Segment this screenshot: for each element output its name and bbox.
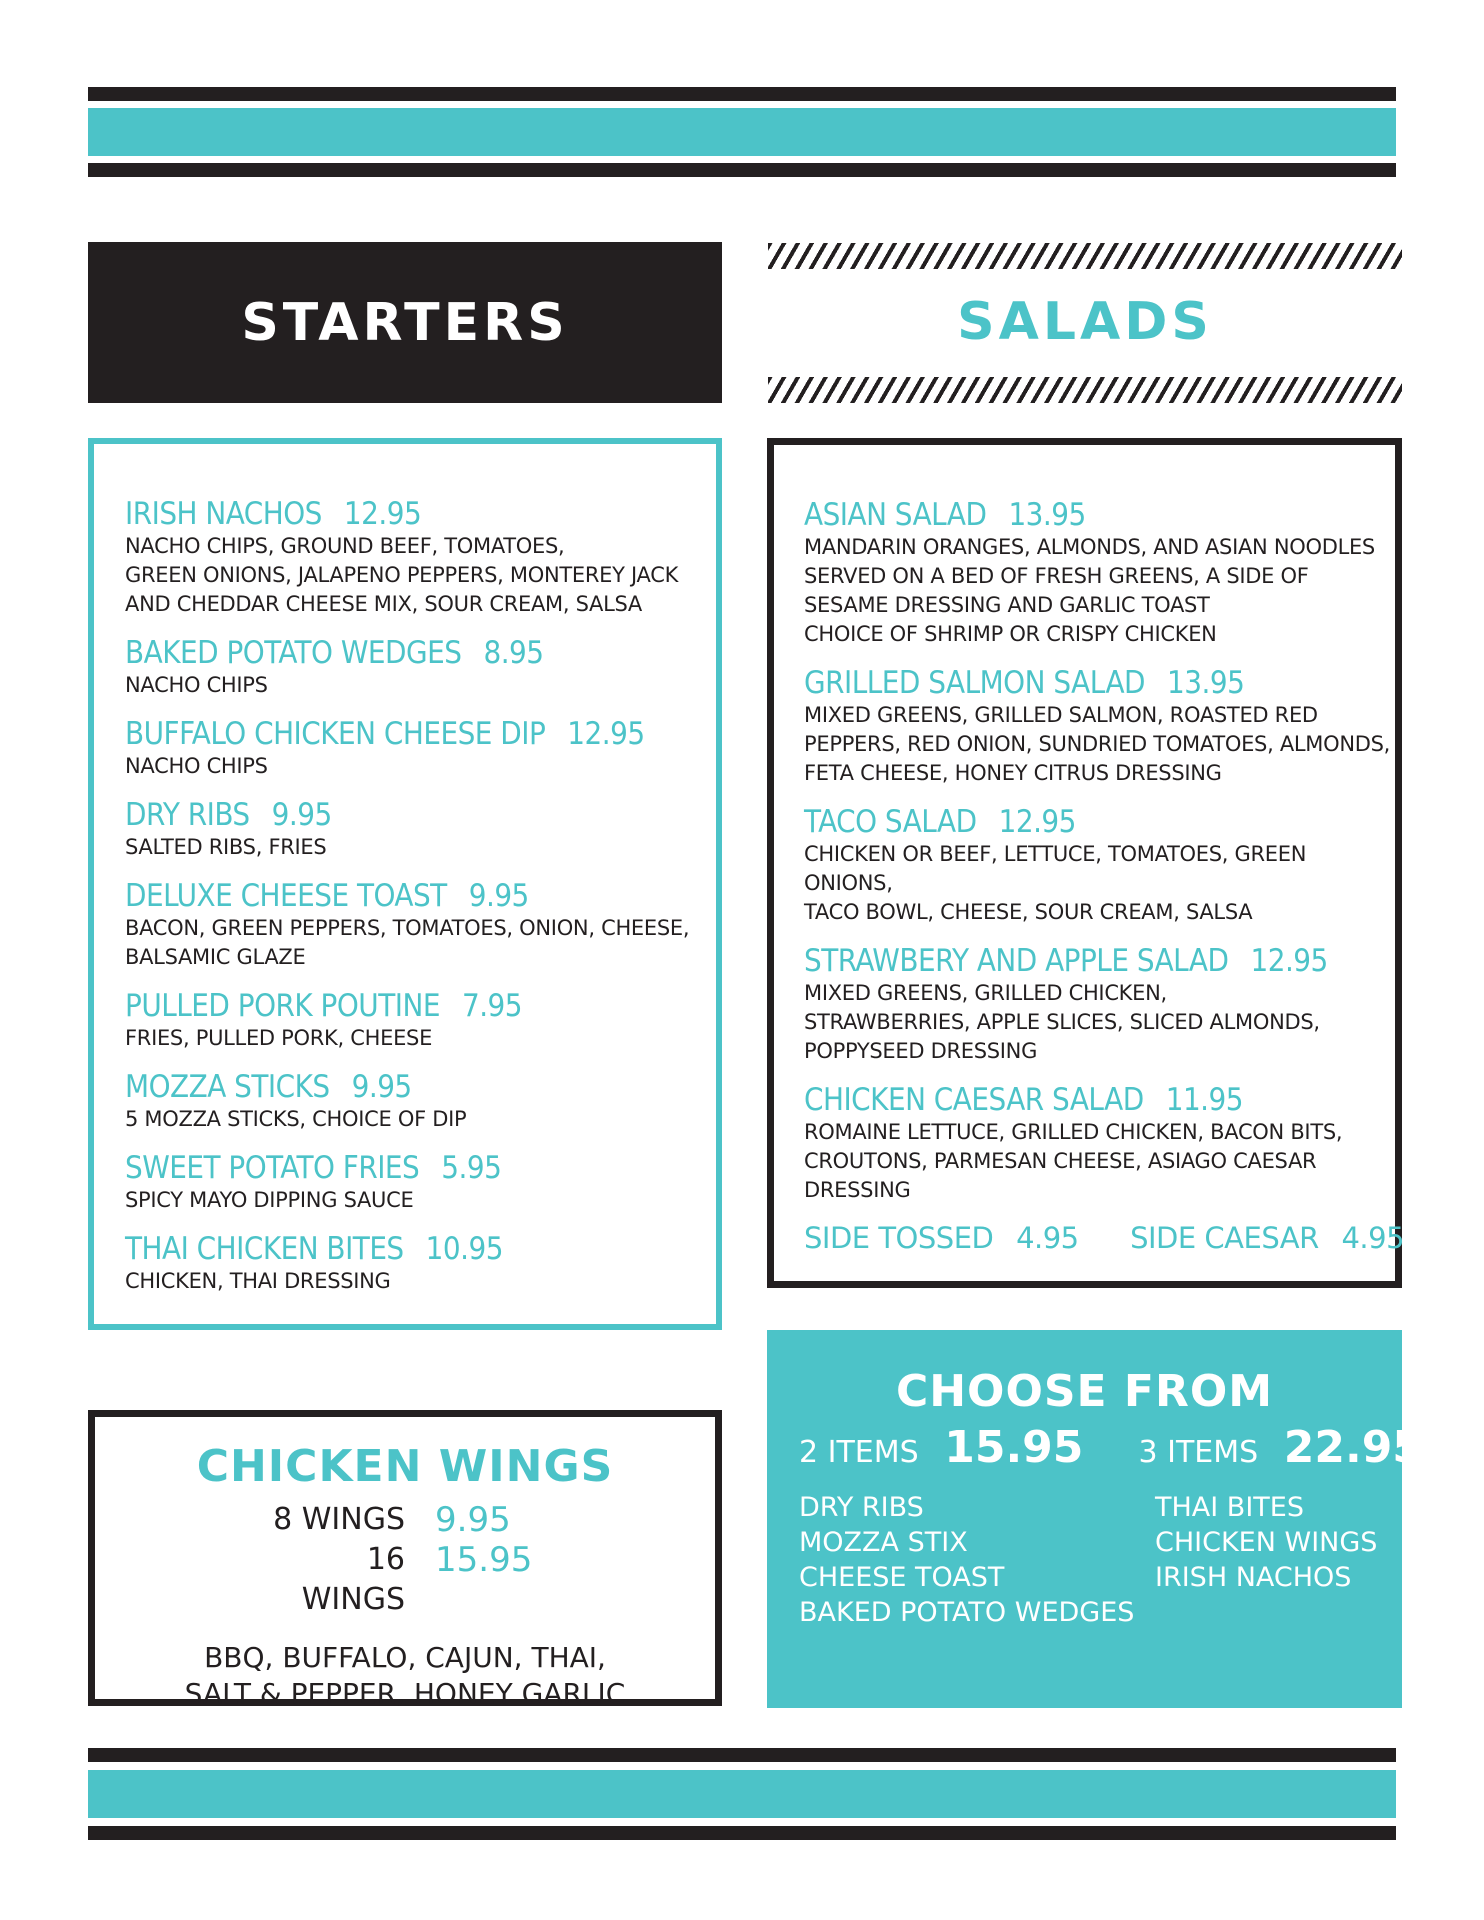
combo-three-label: 3 ITEMS: [1138, 1435, 1259, 1470]
menu-item: [125, 1150, 716, 1215]
menu-item-price: 12.95: [343, 496, 422, 532]
menu-item-price: 7.95: [461, 988, 523, 1024]
menu-item: [804, 665, 1395, 788]
menu-item: [125, 878, 716, 972]
menu-item-description: BACON, GREEN PEPPERS, TOMATOES, ONION, CHEESE, BALSAMIC GLAZE: [125, 916, 690, 969]
combo-item: BAKED POTATO WEDGES: [799, 1597, 1135, 1628]
menu-item: [125, 496, 716, 619]
menu-item-name: BAKED POTATO WEDGES: [125, 635, 462, 671]
menu-item-name: ASIAN SALAD: [804, 497, 987, 533]
combo-item: CHICKEN WINGS: [1155, 1527, 1378, 1558]
wing-option-label: 16 WINGS: [301, 1542, 405, 1617]
menu-item-name: DRY RIBS: [125, 797, 250, 833]
menu-item-name: GRILLED SALMON SALAD: [804, 665, 1145, 701]
salads-hatch-bottom: [768, 377, 1402, 403]
wing-flavors-line-1: BBQ, BUFFALO, CAJUN, THAI,: [204, 1641, 606, 1674]
combo-item: MOZZA STIX: [799, 1527, 968, 1558]
side-caesar-label: SIDE CAESAR: [1130, 1221, 1319, 1255]
menu-item-name: TACO SALAD: [804, 804, 977, 840]
starters-box: [88, 438, 722, 1330]
menu-item-heading: [125, 1231, 716, 1267]
menu-item-heading: [125, 797, 716, 833]
menu-item-heading: [125, 878, 716, 914]
menu-item: [125, 988, 716, 1053]
menu-item-description: FRIES, PULLED PORK, CHEESE: [125, 1026, 433, 1050]
menu-item-heading: [804, 497, 1395, 533]
menu-item-description: SPICY MAYO DIPPING SAUCE: [125, 1188, 414, 1212]
combo-two-price: 15.95: [944, 1422, 1084, 1473]
salads-box: [767, 438, 1405, 1288]
menu-item-description: NACHO CHIPS, GROUND BEEF, TOMATOES, GREEN ONIONS, JALAPENO PEPPERS, MONTEREY JACK AND CHEDDAR CHEESE MIX, SOUR CREAM, SALSA: [125, 534, 679, 616]
menu-item-description: 5 MOZZA STICKS, CHOICE OF DIP: [125, 1107, 467, 1131]
menu-item-name: BUFFALO CHICKEN CHEESE DIP: [125, 716, 546, 752]
side-tossed-price: 4.95: [1016, 1221, 1079, 1255]
wing-flavors-line-2: SALT & PEPPER, HONEY GARLIC: [184, 1677, 626, 1710]
menu-item-price: 13.95: [1167, 665, 1245, 701]
combo-item: CHEESE TOAST: [799, 1562, 1005, 1593]
wing-option-price: 9.95: [435, 1500, 511, 1540]
menu-item-description: NACHO CHIPS: [125, 673, 268, 697]
sides-row: [804, 1221, 1405, 1255]
menu-item-name: IRISH NACHOS: [125, 496, 322, 532]
menu-item: [804, 943, 1395, 1066]
side-caesar-price: 4.95: [1341, 1221, 1405, 1255]
menu-item-price: 8.95: [483, 635, 544, 671]
wing-option-8: [95, 1500, 715, 1540]
menu-item-heading: [125, 716, 716, 752]
menu-item: [125, 1069, 716, 1134]
salads-list: [804, 497, 1395, 1205]
starters-list: [125, 496, 716, 1296]
menu-item-price: 12.95: [998, 804, 1076, 840]
top-dark-bar-2: [88, 163, 1396, 177]
combo-item: IRISH NACHOS: [1155, 1562, 1352, 1593]
bottom-teal-bar: [88, 1770, 1396, 1818]
bottom-dark-bar-2: [88, 1826, 1396, 1840]
menu-item-heading: [125, 1069, 716, 1105]
combo-title: CHOOSE FROM: [895, 1366, 1274, 1417]
side-tossed-label: SIDE TOSSED: [804, 1221, 994, 1255]
menu-item-description: MIXED GREENS, GRILLED SALMON, ROASTED RED PEPPERS, RED ONION, SUNDRIED TOMATOES, ALMONDS, FETA CHEESE, HONEY CITRUS DRESSING: [804, 703, 1391, 785]
combo-box: [767, 1330, 1423, 1708]
menu-item-price: 5.95: [441, 1150, 502, 1186]
salads-header: SALADS: [957, 292, 1213, 352]
menu-item-price: 9.95: [271, 797, 332, 833]
menu-item-heading: [125, 988, 716, 1024]
menu-item-heading: [804, 665, 1395, 701]
menu-item-price: 13.95: [1008, 497, 1086, 533]
menu-item-name: CHICKEN CAESAR SALAD: [804, 1082, 1144, 1118]
menu-item: [125, 797, 716, 862]
menu-item-description: MIXED GREENS, GRILLED CHICKEN, STRAWBERRIES, APPLE SLICES, SLICED ALMONDS, POPPYSEED DRESSING: [804, 981, 1320, 1063]
top-teal-bar: [88, 108, 1396, 156]
menu-item-name: PULLED PORK POUTINE: [125, 988, 440, 1024]
bottom-dark-bar-1: [88, 1748, 1396, 1762]
wing-option-price: 15.95: [435, 1540, 533, 1580]
combo-item: THAI BITES: [1155, 1492, 1304, 1523]
menu-item-price: 10.95: [425, 1231, 503, 1267]
menu-item-heading: [125, 496, 716, 532]
menu-item: [804, 497, 1395, 649]
menu-item-price: 12.95: [567, 716, 645, 752]
wing-flavors: [95, 1640, 715, 1712]
wings-title: CHICKEN WINGS: [196, 1441, 614, 1492]
menu-item-description: SALTED RIBS, FRIES: [125, 835, 327, 859]
wings-box: [88, 1410, 722, 1710]
combo-list-left: [799, 1490, 1134, 1630]
top-dark-bar-1: [88, 87, 1396, 101]
menu-item-description: MANDARIN ORANGES, ALMONDS, AND ASIAN NOODLES SERVED ON A BED OF FRESH GREENS, A SIDE OF SESAME DRESSING AND GARLIC TOAST CHOICE OF SHRIMP OR CRISPY CHICKEN: [804, 535, 1375, 646]
combo-two-label: 2 ITEMS: [799, 1435, 919, 1470]
menu-item-price: 9.95: [351, 1069, 412, 1105]
menu-item-heading: [804, 1082, 1395, 1118]
menu-item-name: THAI CHICKEN BITES: [125, 1231, 404, 1267]
menu-item-name: SWEET POTATO FRIES: [125, 1150, 420, 1186]
menu-item: [125, 635, 716, 700]
menu-item-description: NACHO CHIPS: [125, 754, 268, 778]
menu-item-price: 11.95: [1165, 1082, 1244, 1118]
menu-item: [804, 804, 1395, 927]
menu-item: [125, 716, 716, 781]
combo-list-right: [1155, 1490, 1377, 1595]
menu-item-description: ROMAINE LETTUCE, GRILLED CHICKEN, BACON BITS, CROUTONS, PARMESAN CHEESE, ASIAGO CAESAR DRESSING: [804, 1120, 1343, 1202]
starters-header: STARTERS: [88, 242, 722, 403]
menu-item-heading: [804, 943, 1395, 979]
menu-item: [125, 1231, 716, 1296]
menu-item-price: 12.95: [1250, 943, 1328, 979]
combo-three-price: 22.95: [1283, 1422, 1423, 1473]
menu-item-heading: [804, 804, 1395, 840]
menu-item-heading: [125, 635, 716, 671]
menu-item-heading: [125, 1150, 716, 1186]
menu-item-name: STRAWBERY AND APPLE SALAD: [804, 943, 1229, 979]
menu-item-price: 9.95: [468, 878, 529, 914]
wing-option-label: 8 WINGS: [273, 1502, 405, 1537]
wing-option-16: [95, 1540, 715, 1620]
menu-item: [804, 1082, 1395, 1205]
salads-hatch-top: [768, 243, 1402, 269]
menu-item-description: CHICKEN, THAI DRESSING: [125, 1269, 391, 1293]
menu-item-description: CHICKEN OR BEEF, LETTUCE, TOMATOES, GREEN ONIONS, TACO BOWL, CHEESE, SOUR CREAM, SALSA: [804, 842, 1307, 924]
menu-item-name: MOZZA STICKS: [125, 1069, 330, 1105]
combo-prices: [799, 1422, 1423, 1473]
combo-item: DRY RIBS: [799, 1492, 924, 1523]
menu-item-name: DELUXE CHEESE TOAST: [125, 878, 447, 914]
